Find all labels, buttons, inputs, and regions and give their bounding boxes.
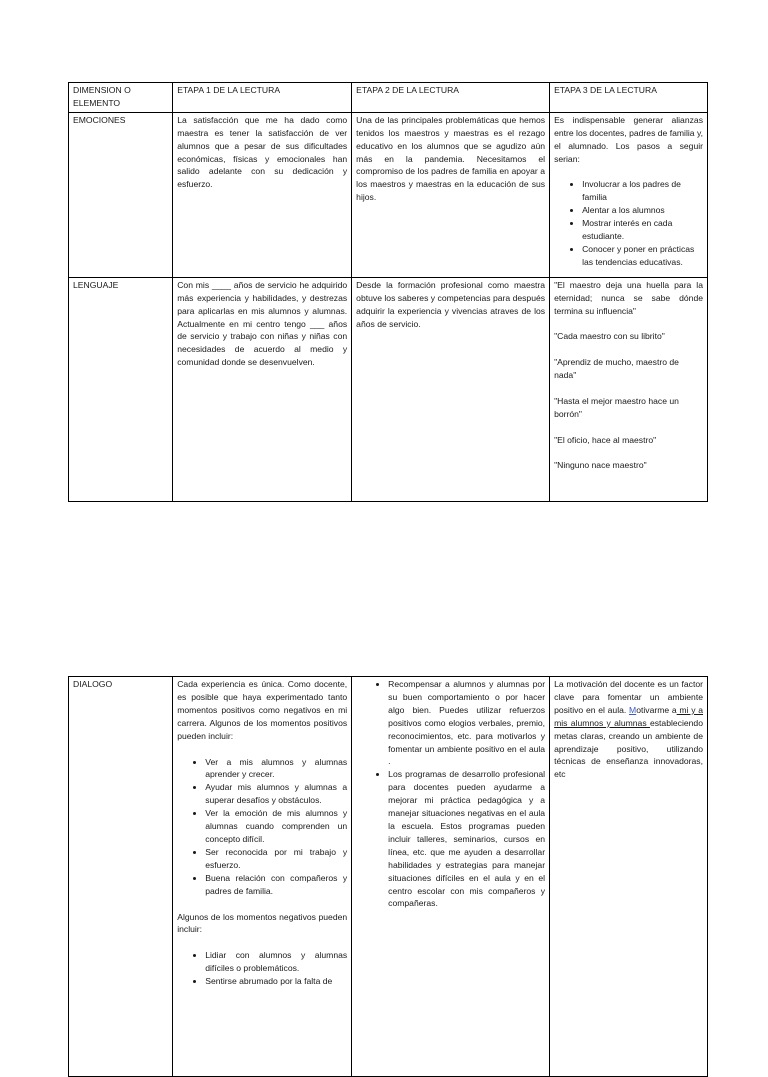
quote: "El maestro deja una huella para la eternidad; nunca se sabe dónde termina su influencia" [554, 279, 703, 316]
list-item: • Sentirse abrumado por la falta de [205, 975, 347, 988]
quote: "Cada maestro con su librito" [554, 331, 665, 342]
list-item: • Alentar a los alumnos [582, 204, 703, 217]
dialogo-etapa-3-text-a: La motivación del docente es un factor clave para fomentar un ambiente positivo en el aula. [554, 679, 703, 715]
list-item: • Ver a mis alumnos y alumnas aprender y crecer. [205, 756, 347, 782]
dialogo-etapa-3-text-b: otivarme a [636, 704, 677, 715]
dialogo-etapa-2 [352, 677, 550, 1077]
quote: "Aprendiz de mucho, maestro de nada" [554, 357, 679, 381]
header-dimension: DIMENSION O ELEMENTO [69, 83, 173, 113]
emociones-etapa-3 [550, 112, 708, 277]
dialogo-etapa-1 [173, 677, 352, 1077]
dialogo-etapa-3-underlined: mi y a mis alumnos y alumnas [554, 704, 704, 728]
header-etapa-3: ETAPA 3 DE LA LECTURA [550, 83, 708, 113]
quote: "Hasta el mejor maestro hace un borrón" [554, 395, 679, 419]
list-item: • Buena relación con compañeros y padres de familia. [205, 872, 347, 898]
dialogo-etapa-3-text-c: estableciendo metas claras, creando un ambiente de aprendizaje positivo, utilizando técnicas de enseñanza innovadoras, etc [554, 717, 703, 780]
dialogo-etapa-3-m: M [629, 704, 637, 715]
header-row [69, 83, 708, 113]
quote: "El oficio, hace al maestro" [554, 434, 657, 445]
list-item: • Recompensar a alumnos y alumnas por su buen comportamiento o por hacer algo bien. Puedes utilizar refuerzos positivos como elogios verbales, premio, reconocimientos, etc. para motivarlos y fomentar un ambiente positivo en el aula . [388, 678, 545, 768]
list-item: • Involucrar a los padres de familia [582, 178, 703, 204]
row-label-emociones: EMOCIONES [69, 112, 173, 277]
strategies-list [356, 678, 545, 910]
lectura-table-2 [68, 676, 708, 1077]
row-label-lenguaje: LENGUAJE [69, 277, 173, 501]
list-item: • Ver la emoción de mis alumnos y alumnas cuando comprenden un concepto difícil. [205, 807, 347, 846]
dialogo-etapa-1-intro: Cada experiencia es única. Como docente, es posible que haya experimentado tanto momentos positivos como negativos en mi carrera. Algunos de los momentos positivos pueden incluir: [177, 679, 348, 741]
list-item: • Conocer y poner en prácticas las tendencias educativas. [582, 243, 703, 269]
lenguaje-etapa-3 [550, 277, 708, 501]
row-label-dialogo: DIALOGO [69, 677, 173, 1077]
list-item: • Los programas de desarrollo profesional para docentes pueden ayudarme a mejorar mi práctica pedagógica y a manejar situaciones negativas en el aula la escuela. Estos programas pueden incluir talleres, seminarios, cursos en línea, etc. que me ayuden a desarrollar habilidades y estrategias para manejar situaciones difíciles en el aula y en el centro escolar con mis compañeros y compañeras. [388, 768, 545, 910]
dialogo-etapa-3 [550, 677, 708, 1077]
header-etapa-1: ETAPA 1 DE LA LECTURA [173, 83, 352, 113]
quote: "Ninguno nace maestro" [554, 460, 647, 471]
list-item: • Mostrar interés en cada estudiante. [582, 217, 703, 243]
emociones-steps-list [554, 178, 703, 268]
lectura-table-1 [68, 82, 708, 502]
lenguaje-etapa-2: Desde la formación profesional como maestra obtuve los saberes y competencias para después adquirir la experiencia y vivencias atraves de los años de servicio. [352, 277, 550, 501]
header-etapa-2: ETAPA 2 DE LA LECTURA [352, 83, 550, 113]
emociones-etapa-1: La satisfacción que me ha dado como maestra es tener la satisfacción de ver alumnos que a pesar de sus dificultades económicas, físicas y emocionales han salido adelante con su dedicación y esfuerzo. [173, 112, 352, 277]
negative-moments-intro: Algunos de los momentos negativos pueden incluir: [177, 911, 348, 935]
lenguaje-etapa-1: Con mis ____ años de servicio he adquirido más experiencia y habilidades, y destrezas para aplicarlas en mis alumnos y alumnas. Actualmente en mi centro tengo ___ años de servicio y trabajo con niñas y niñas con necesidades de acuerdo al medio y comunidad donde se desenvuelven. [173, 277, 352, 501]
emociones-etapa-3-intro: Es indispensable generar alianzas entre los docentes, padres de familia y, el alumnado. Los pasos a seguir serian: [554, 114, 703, 164]
table-row-dialogo [69, 677, 708, 1077]
list-item: • Ser reconocida por mi trabajo y esfuerzo. [205, 846, 347, 872]
table-row-emociones [69, 112, 708, 277]
list-item: • Lidiar con alumnos y alumnas difíciles o problemáticos. [205, 949, 347, 975]
table-row-lenguaje [69, 277, 708, 501]
negative-moments-list [177, 949, 347, 988]
positive-moments-list [177, 756, 347, 898]
emociones-etapa-2: Una de las principales problemáticas que hemos tenidos los maestros y maestras es el rezago educativo en los alumnos que se agudizo aún más en la pandemia. Necesitamos el compromiso de los padres de familia en apoyar a los maestros y maestras en la educación de sus hijos. [352, 112, 550, 277]
list-item: • Ayudar mis alumnos y alumnas a superar desafíos y obstáculos. [205, 781, 347, 807]
